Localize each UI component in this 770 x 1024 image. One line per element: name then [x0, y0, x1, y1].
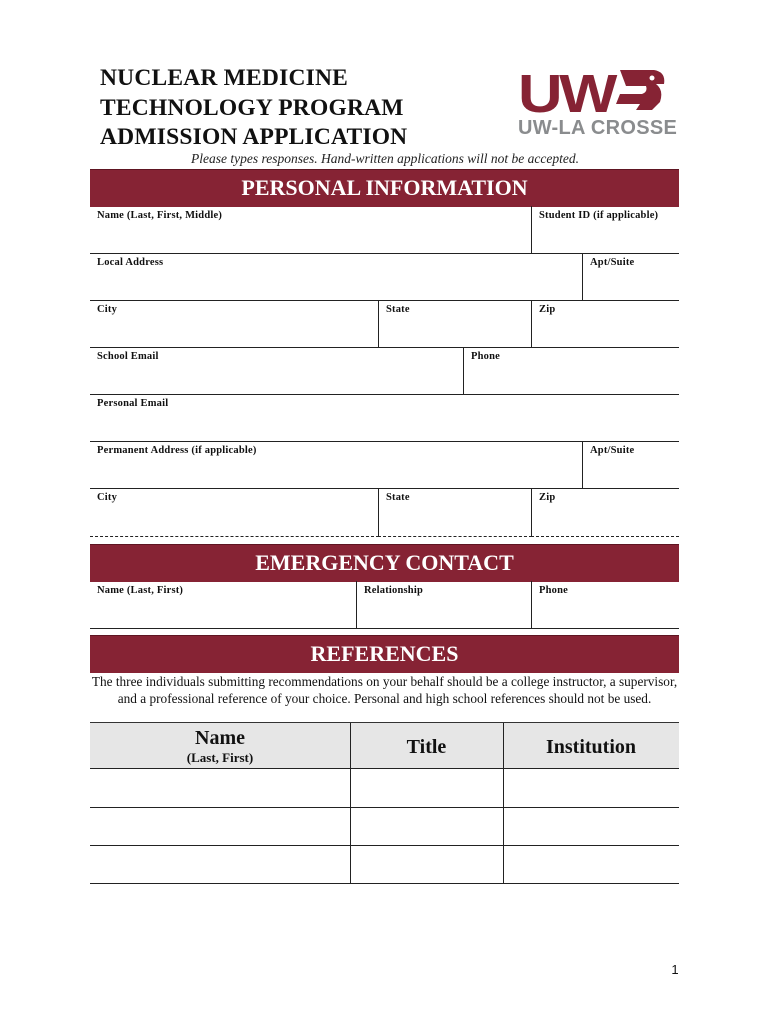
personal-information-heading: PERSONAL INFORMATION: [90, 169, 679, 207]
column-title-label: Title: [406, 736, 447, 758]
table-row[interactable]: [90, 846, 679, 884]
phone-field[interactable]: [463, 347, 679, 395]
personal-email-field[interactable]: [90, 394, 679, 442]
permanent-zip-field[interactable]: [531, 488, 679, 537]
emergency-relationship-field[interactable]: [356, 581, 532, 629]
local-address-field[interactable]: [90, 253, 583, 301]
title-line-3: ADMISSION APPLICATION: [100, 124, 408, 150]
column-institution-label: Institution: [545, 736, 637, 758]
permanent-zip-label: Zip: [539, 492, 556, 503]
permanent-state-field[interactable]: [378, 488, 532, 537]
title-line-1: NUCLEAR MEDICINE: [100, 65, 349, 91]
permanent-city-field[interactable]: [90, 488, 379, 537]
column-header-title: [350, 723, 503, 769]
permanent-state-label: State: [386, 492, 410, 503]
page-title: [100, 64, 500, 153]
column-name-label: Name: [195, 727, 245, 749]
student-id-label: Student ID (if applicable): [539, 210, 659, 221]
emergency-phone-field[interactable]: [531, 581, 679, 629]
permanent-apt-suite-field[interactable]: [582, 441, 679, 489]
references-description: The three individuals submitting recommendations on your behalf should be a college instructor, a supervisor, and a professional reference of your choice. Personal and high school references should not be used.: [91, 674, 678, 706]
school-email-field[interactable]: [90, 347, 464, 395]
permanent-apt-suite-label: Apt/Suite: [590, 445, 635, 456]
references-heading: REFERENCES: [90, 635, 679, 673]
state-label: State: [386, 304, 410, 315]
emergency-phone-label: Phone: [539, 585, 569, 596]
table-row[interactable]: [90, 769, 679, 808]
name-field[interactable]: [90, 206, 532, 254]
student-id-field[interactable]: [531, 206, 679, 254]
table-divider: [503, 723, 504, 884]
table-row[interactable]: [90, 808, 679, 846]
apt-suite-field[interactable]: [582, 253, 679, 301]
submission-note: Please types responses. Hand-written applications will not be accepted.: [191, 151, 579, 166]
phone-label: Phone: [471, 351, 501, 362]
emergency-name-field[interactable]: [90, 581, 357, 629]
name-field-label: Name (Last, First, Middle): [97, 210, 223, 221]
zip-field[interactable]: [531, 300, 679, 348]
personal-email-label: Personal Email: [97, 398, 169, 409]
permanent-address-label: Permanent Address (if applicable): [97, 445, 257, 456]
column-header-name: [90, 723, 350, 769]
apt-suite-label: Apt/Suite: [590, 257, 635, 268]
state-field[interactable]: [378, 300, 532, 348]
zip-label: Zip: [539, 304, 556, 315]
column-header-institution: [503, 723, 679, 769]
logo-name: UW-LA CROSSE: [518, 117, 678, 139]
city-label: City: [97, 304, 118, 315]
eagle-mark-icon: [616, 70, 664, 110]
column-name-sublabel: (Last, First): [186, 750, 254, 765]
school-email-label: School Email: [97, 351, 159, 362]
table-divider: [350, 723, 351, 884]
emergency-contact-heading: EMERGENCY CONTACT: [90, 544, 679, 582]
emergency-relationship-label: Relationship: [364, 585, 423, 596]
local-address-label: Local Address: [97, 257, 164, 268]
logo-letters: UW: [518, 64, 618, 124]
permanent-address-field[interactable]: [90, 441, 583, 489]
page-number: 1: [671, 962, 679, 977]
title-line-2: TECHNOLOGY PROGRAM: [100, 94, 404, 121]
emergency-name-label: Name (Last, First): [97, 585, 184, 596]
city-field[interactable]: [90, 300, 379, 348]
permanent-city-label: City: [97, 492, 118, 503]
